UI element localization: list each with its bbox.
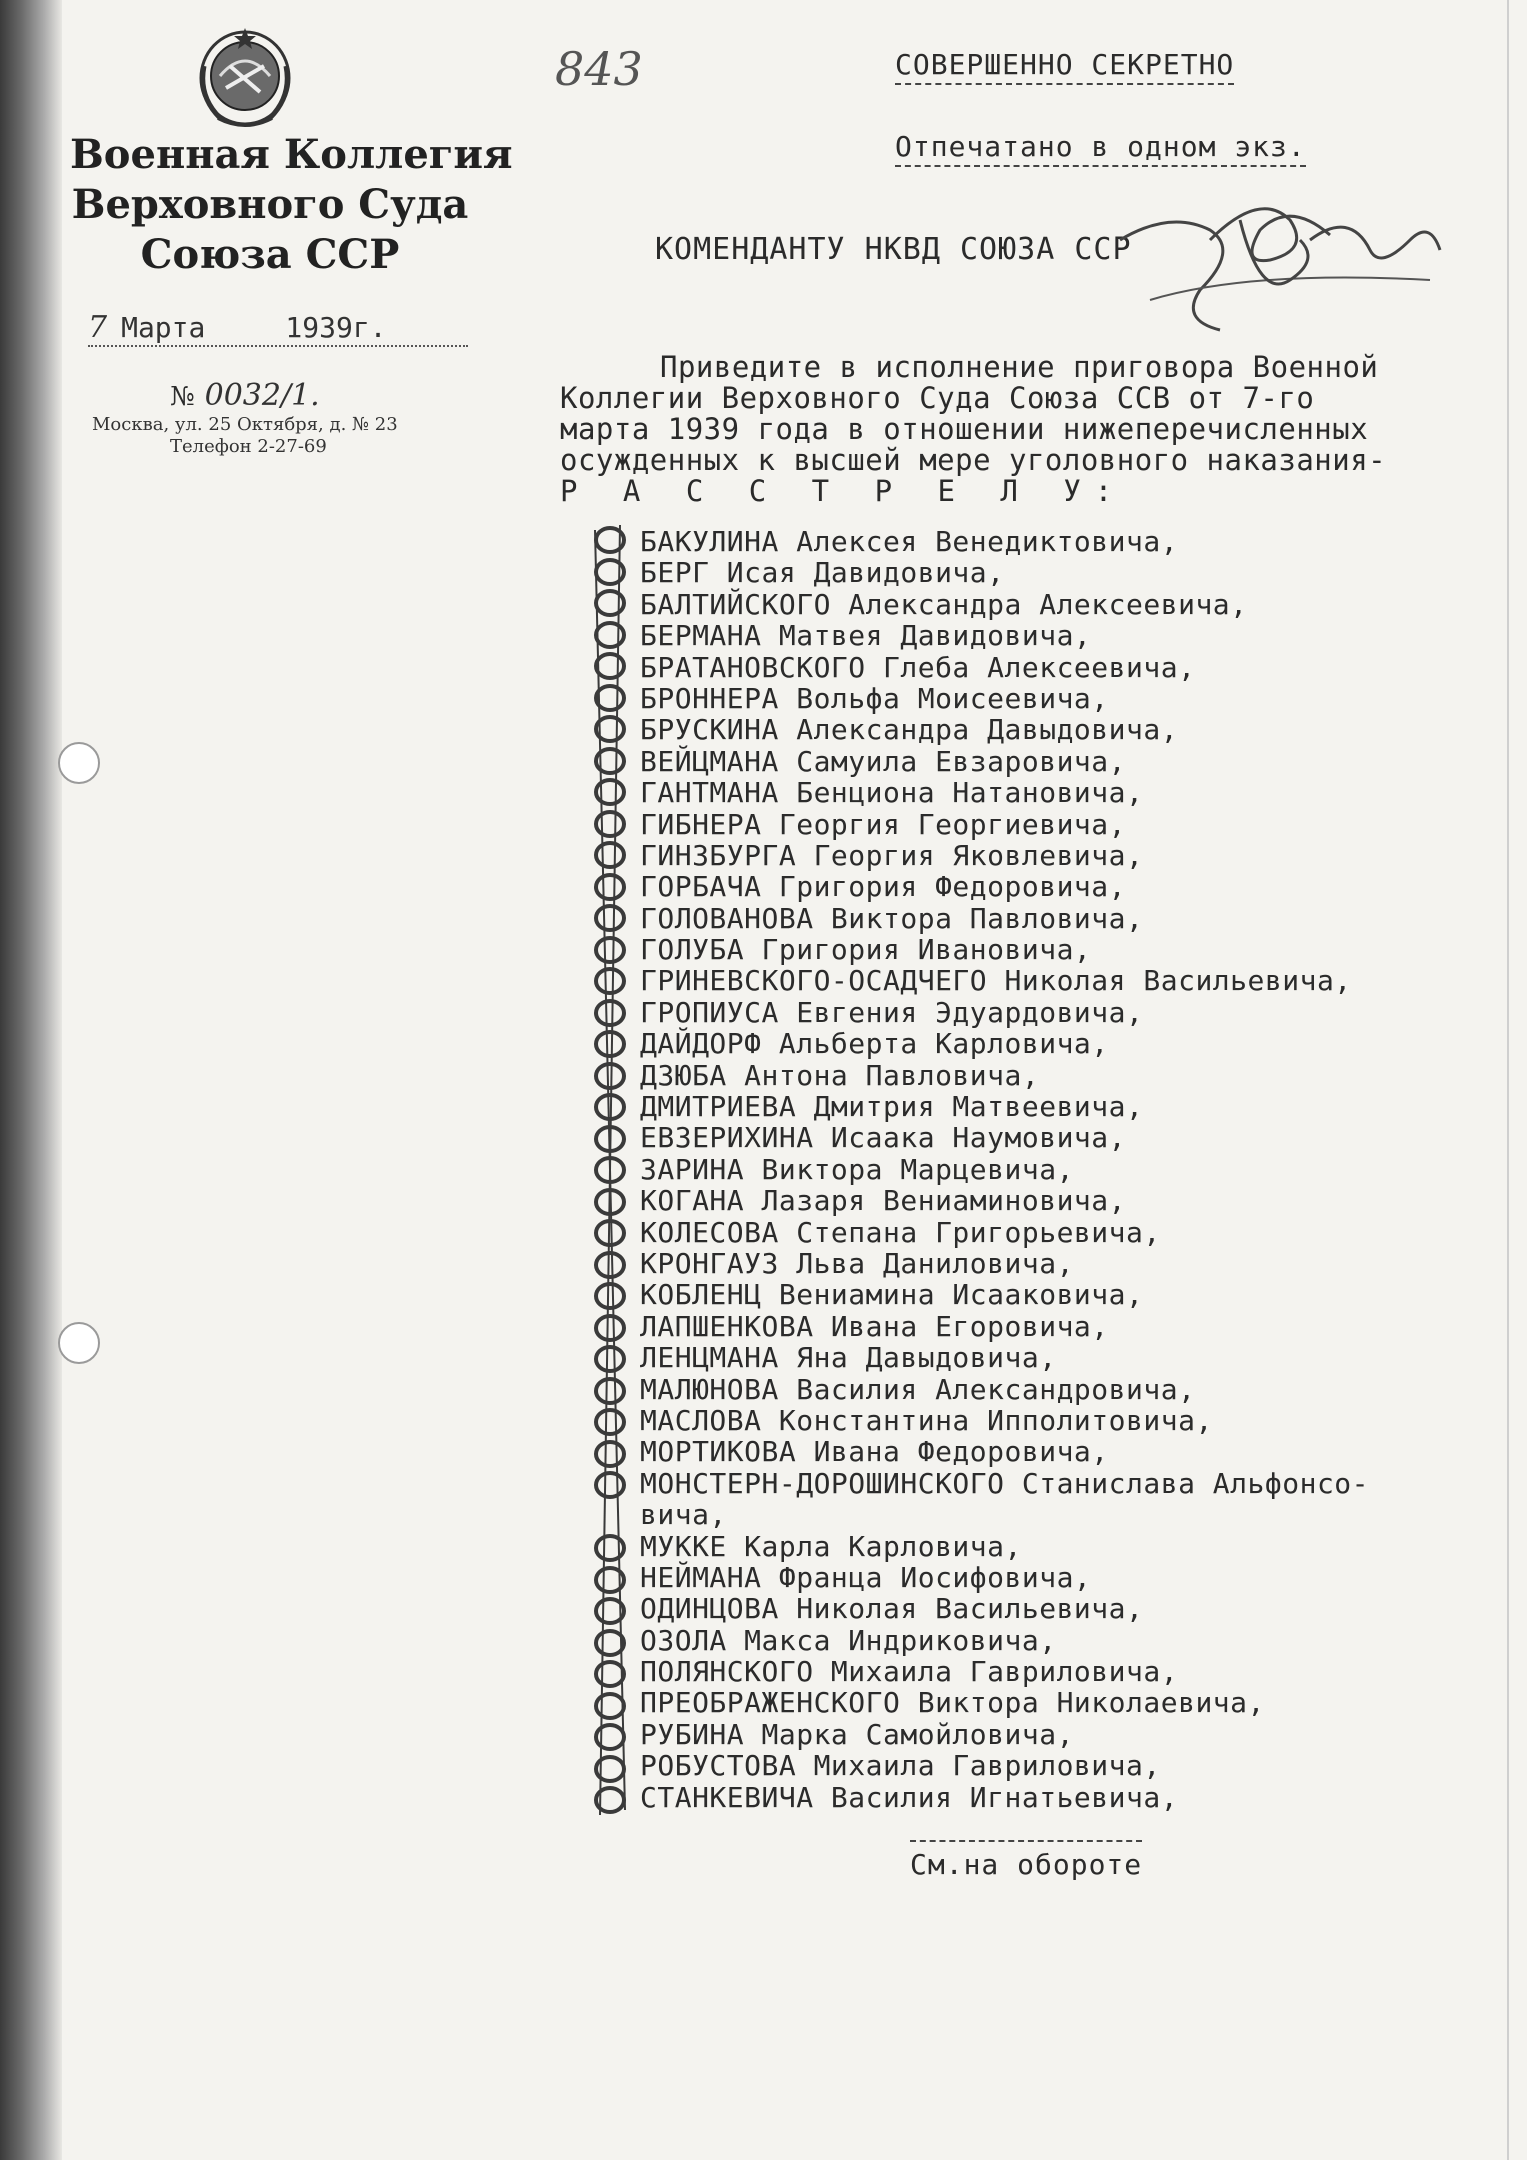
list-item: СТАНКЕВИЧА Василия Игнатьевича, (640, 1780, 1179, 1814)
state-emblem-icon (190, 26, 300, 136)
order-line-4: осужденных к высшей мере уголовного наказания- (560, 443, 1387, 477)
handwritten-signature (1090, 180, 1450, 350)
list-item: БЕРГ Исая Давидовича, (640, 556, 1005, 590)
list-item: ГРОПИУСА Евгения Эдуардовича, (640, 995, 1144, 1029)
convicted-names-list (640, 526, 1500, 1813)
list-item: ГИНЗБУРГА Георгия Яковлевича, (640, 838, 1144, 872)
punch-hole-top (58, 742, 100, 784)
punch-hole-bottom (58, 1322, 100, 1364)
list-item: ГОЛУБА Григория Ивановича, (640, 933, 1092, 967)
list-item: МОНСТЕРН-ДОРОШИНСКОГО Станислава Альфонсо- (640, 1466, 1370, 1500)
document-number (170, 378, 320, 413)
list-item: ЛЕНЦМАНА Яна Давыдовича, (640, 1341, 1057, 1375)
list-item: КОЛЕСОВА Степана Григорьевича, (640, 1215, 1161, 1249)
issuing-organization (70, 130, 513, 280)
handwritten-number: 843 (555, 42, 643, 96)
list-item: ПРЕОБРАЖЕНСКОГО Виктора Николаевича, (640, 1686, 1265, 1720)
list-item: ГИБНЕРА Георгия Георгиевича, (640, 807, 1127, 841)
list-item: КОБЛЕНЦ Вениамина Исааковича, (640, 1278, 1144, 1312)
date-month: Марта (121, 311, 206, 344)
number-value: 0032/1. (204, 378, 320, 413)
list-item: БРОННЕРА Вольфа Моисеевича, (640, 681, 1109, 715)
list-item: ДМИТРИЕВА Дмитрия Матвеевича, (640, 1090, 1144, 1124)
page-border-right (1507, 0, 1509, 2160)
org-name-line-1: Военная Коллегия (70, 131, 513, 178)
list-item: КРОНГАУЗ Льва Даниловича, (640, 1246, 1074, 1280)
list-item: ГОЛОВАНОВА Виктора Павловича, (640, 901, 1144, 935)
scan-edge-shadow (0, 0, 62, 2160)
org-phone: Телефон 2-27-69 (170, 436, 327, 457)
list-item: МУККЕ Карла Карловича, (640, 1529, 1022, 1563)
list-item: ГОРБАЧА Григория Федоровича, (640, 870, 1127, 904)
turn-over-note: См.на обороте (910, 1840, 1142, 1881)
list-item: МАСЛОВА Константина Ипполитовича, (640, 1403, 1213, 1437)
list-item: ПОЛЯНСКОГО Михаила Гавриловича, (640, 1655, 1179, 1689)
org-address: Москва, ул. 25 Октября, д. № 23 (92, 414, 398, 435)
list-item: НЕЙМАНА Франца Иосифовича, (640, 1560, 1092, 1594)
number-label: № (170, 382, 195, 412)
list-item-continuation: вича, (640, 1498, 727, 1532)
order-line-3: марта 1939 года в отношении нижеперечисленных (560, 412, 1369, 446)
list-item: БРУСКИНА Александра Давыдовича, (640, 713, 1179, 747)
date-year: 1939г. (285, 311, 387, 344)
list-item: ЕВЗЕРИХИНА Исаака Наумовича, (640, 1121, 1127, 1155)
org-name-line-2: Верховного Суда (71, 181, 469, 228)
list-item: РУБИНА Марка Самойловича, (640, 1717, 1074, 1751)
list-item: ГАНТМАНА Бенциона Натановича, (640, 776, 1144, 810)
list-item: ГРИНЕВСКОГО-ОСАДЧЕГО Николая Васильевича, (640, 964, 1352, 998)
list-item: БАКУЛИНА Алексея Венедиктовича, (640, 525, 1179, 558)
list-item: ЛАПШЕНКОВА Ивана Егоровича, (640, 1309, 1109, 1343)
list-item: БАЛТИЙСКОГО Александра Алексеевича, (640, 587, 1248, 621)
copies-note: Отпечатано в одном экз. (895, 130, 1306, 167)
list-item: ДАЙДОРФ Альберта Карловича, (640, 1027, 1109, 1061)
document-date (88, 310, 468, 347)
list-item: РОБУСТОВА Михаила Гавриловича, (640, 1749, 1161, 1783)
list-item: БЕРМАНА Матвея Давидовича, (640, 619, 1092, 653)
list-item: ВЕЙЦМАНА Самуила Евзаровича, (640, 744, 1127, 778)
org-name-line-3: Союза ССР (140, 231, 400, 278)
list-item: ОДИНЦОВА Николая Васильевича, (640, 1592, 1144, 1626)
list-item: КОГАНА Лазаря Вениаминовича, (640, 1184, 1127, 1218)
order-line-2: Коллегии Верховного Суда Союза ССВ от 7-го (560, 381, 1315, 415)
classification-stamp: СОВЕРШЕННО СЕКРЕТНО (895, 48, 1234, 85)
list-item: МАЛЮНОВА Василия Александровича, (640, 1372, 1196, 1406)
verdict: Р А С С Т Р Е Л У: (560, 474, 1127, 508)
date-day: 7 (88, 310, 108, 345)
list-item: ОЗОЛА Макса Индриковича, (640, 1623, 1057, 1657)
org-address-block (92, 414, 398, 458)
list-item: ЗАРИНА Виктора Марцевича, (640, 1152, 1074, 1186)
order-line-1: Приведите в исполнение приговора Военной (660, 350, 1379, 384)
list-item: ДЗЮБА Антона Павловича, (640, 1058, 1040, 1092)
list-item: МОРТИКОВА Ивана Федоровича, (640, 1435, 1109, 1469)
order-text (560, 352, 1490, 507)
addressee: КОМЕНДАНТУ НКВД СОЮЗА ССР (655, 232, 1132, 267)
list-item: БРАТАНОВСКОГО Глеба Алексеевича, (640, 650, 1196, 684)
